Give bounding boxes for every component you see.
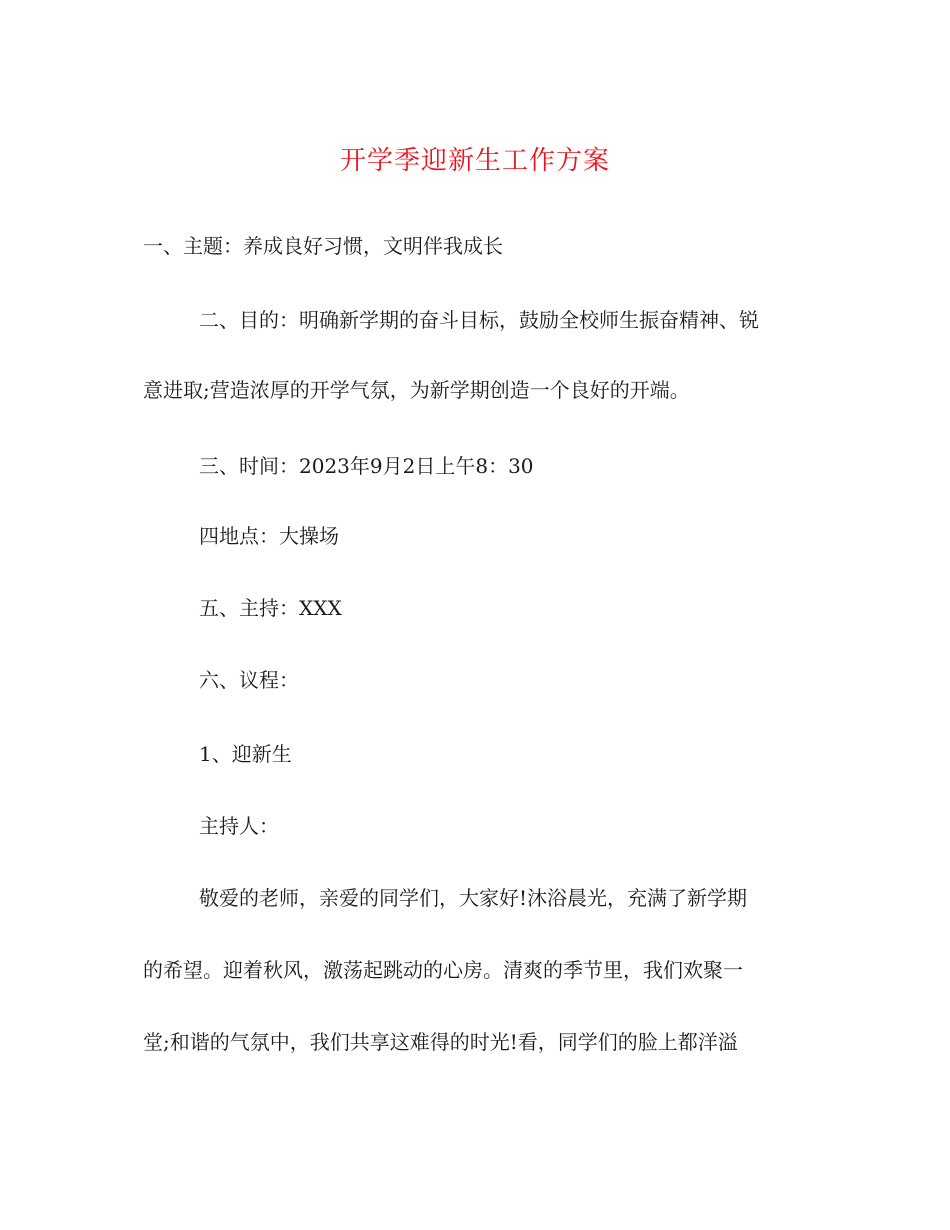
location-line: 四地点：大操场 xyxy=(199,524,339,548)
agenda-item-1: 1、迎新生 xyxy=(199,742,292,766)
speech-paragraph-line-2: 的希望。迎着秋风，激荡起跳动的心房。清爽的季节里，我们欢聚一 xyxy=(143,958,743,982)
host-line: 五、主持：XXX xyxy=(199,596,342,620)
theme-line: 一、主题：养成良好习惯，文明伴我成长 xyxy=(143,234,503,258)
document-title: 开学季迎新生工作方案 xyxy=(339,146,610,176)
agenda-line: 六、议程： xyxy=(199,668,299,692)
speech-paragraph-line-1: 敬爱的老师，亲爱的同学们，大家好!沐浴晨光，充满了新学期 xyxy=(199,886,748,910)
host-speaker-line: 主持人： xyxy=(199,814,279,838)
purpose-line: 二、目的：明确新学期的奋斗目标，鼓励全校师生振奋精神、锐 xyxy=(199,308,759,332)
speech-paragraph-line-3: 堂;和谐的气氛中，我们共享这难得的时光!看，同学们的脸上都洋溢 xyxy=(143,1030,738,1054)
purpose-line-cont: 意进取;营造浓厚的开学气氛，为新学期创造一个良好的开端。 xyxy=(143,378,690,402)
time-line: 三、时间：2023年9月2日上午8：30 xyxy=(199,454,534,478)
